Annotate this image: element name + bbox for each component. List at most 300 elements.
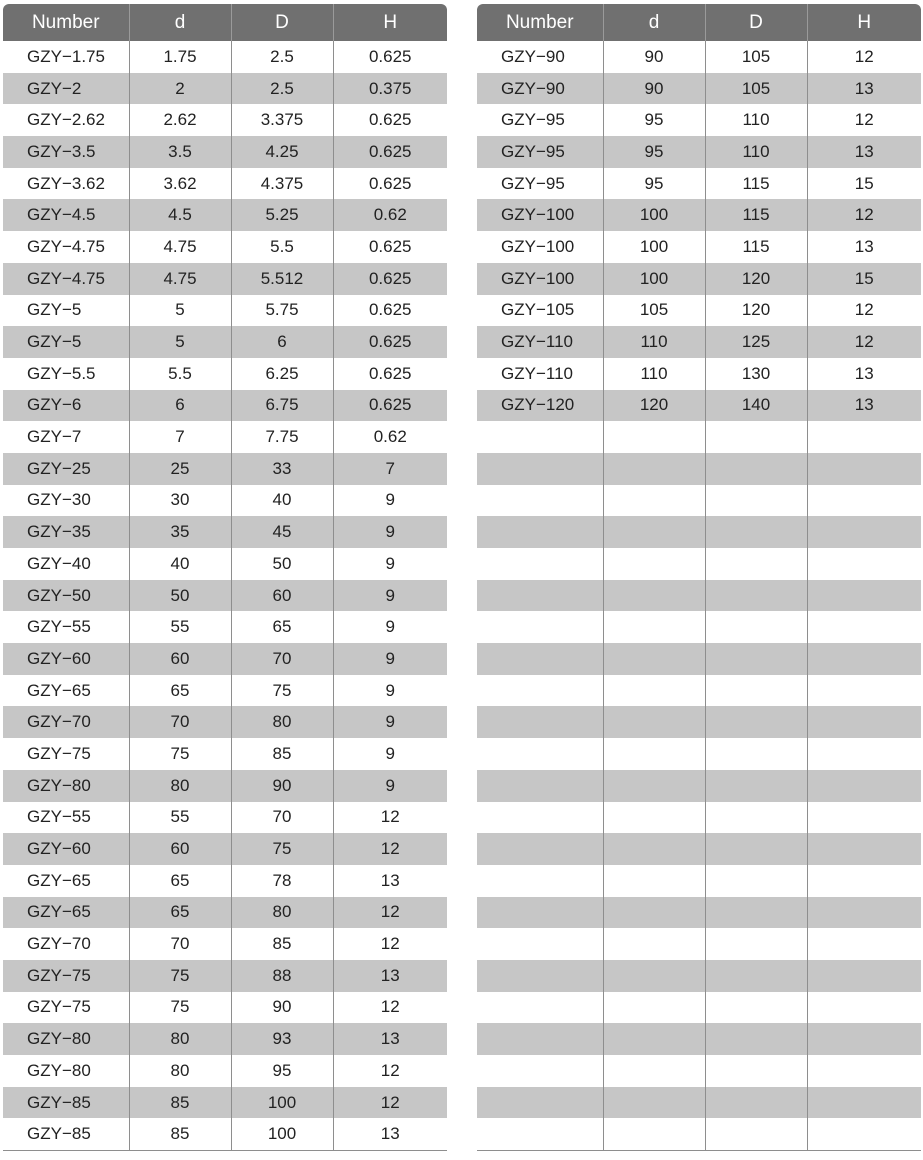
- outer-d-cell: [705, 516, 807, 548]
- outer-d-cell: 7.75: [231, 421, 333, 453]
- d-cell: [603, 738, 705, 770]
- h-cell: [807, 1118, 921, 1150]
- table-row: [477, 611, 921, 643]
- d-cell: 3.5: [129, 136, 231, 168]
- number-cell: GZY−95: [501, 173, 565, 193]
- table-row: [3, 168, 447, 200]
- outer-d-cell: 120: [705, 295, 807, 327]
- h-cell: [807, 675, 921, 707]
- table-row: [3, 485, 447, 517]
- h-cell: [807, 770, 921, 802]
- d-cell: 55: [129, 611, 231, 643]
- d-cell: 75: [129, 992, 231, 1024]
- table-row: [3, 326, 447, 358]
- outer-d-cell: [705, 1023, 807, 1055]
- outer-d-cell: 4.375: [231, 168, 333, 200]
- outer-d-cell: 78: [231, 865, 333, 897]
- h-cell: 12: [333, 928, 447, 960]
- h-cell: 13: [807, 136, 921, 168]
- table-row: [3, 960, 447, 992]
- number-cell: GZY−50: [3, 580, 129, 612]
- d-cell: 30: [129, 485, 231, 517]
- outer-d-cell: 100: [231, 1118, 333, 1150]
- h-cell: 0.62: [333, 421, 447, 453]
- d-cell: 25: [129, 453, 231, 485]
- h-cell: 12: [333, 1087, 447, 1119]
- outer-d-cell: 5.512: [231, 263, 333, 295]
- outer-d-cell: 5.5: [231, 231, 333, 263]
- number-cell: GZY−80: [27, 1060, 91, 1080]
- number-cell: GZY−75: [27, 743, 91, 763]
- table-row: [477, 992, 921, 1024]
- h-cell: [807, 643, 921, 675]
- table-row: [477, 41, 921, 73]
- d-cell: 6: [129, 390, 231, 422]
- table-row: [477, 136, 921, 168]
- number-cell: GZY−4.75: [3, 263, 129, 295]
- number-cell: GZY−3.5: [3, 136, 129, 168]
- d-cell: [603, 548, 705, 580]
- number-cell: GZY−7: [27, 427, 82, 447]
- d-cell: 85: [129, 1118, 231, 1150]
- number-cell: GZY−30: [27, 490, 91, 510]
- h-cell: 13: [807, 358, 921, 390]
- table-row: [3, 295, 447, 327]
- number-cell: GZY−100: [477, 199, 603, 231]
- h-cell: 7: [333, 453, 447, 485]
- outer-d-cell: 65: [231, 611, 333, 643]
- h-cell: 12: [807, 199, 921, 231]
- table-row: [477, 453, 921, 485]
- number-cell: [477, 643, 603, 675]
- table-row: [477, 421, 921, 453]
- h-cell: [807, 1055, 921, 1087]
- table-row: [477, 485, 921, 517]
- table-row: [3, 516, 447, 548]
- table-row: [3, 421, 447, 453]
- outer-d-cell: 130: [705, 358, 807, 390]
- number-cell: [477, 453, 603, 485]
- d-cell: 95: [603, 104, 705, 136]
- outer-d-cell: 88: [231, 960, 333, 992]
- d-cell: [603, 643, 705, 675]
- table-row: [477, 833, 921, 865]
- h-cell: 12: [807, 104, 921, 136]
- h-cell: 0.625: [333, 104, 447, 136]
- outer-d-cell: [705, 485, 807, 517]
- number-cell: GZY−85: [3, 1118, 129, 1150]
- d-cell: 4.5: [129, 199, 231, 231]
- table-row: [3, 643, 447, 675]
- d-cell: [603, 421, 705, 453]
- d-cell: 90: [603, 41, 705, 73]
- outer-d-cell: 6: [231, 326, 333, 358]
- number-cell: [477, 833, 603, 865]
- table-row: [3, 199, 447, 231]
- h-cell: 0.625: [333, 295, 447, 327]
- number-cell: GZY−1.75: [27, 46, 105, 66]
- table-row: [3, 1055, 447, 1087]
- table-row: [3, 1118, 447, 1150]
- d-cell: 70: [129, 706, 231, 738]
- table-body: [477, 41, 921, 1151]
- h-cell: [807, 516, 921, 548]
- outer-d-cell: 45: [231, 516, 333, 548]
- outer-d-cell: [705, 738, 807, 770]
- d-cell: 100: [603, 231, 705, 263]
- number-cell: GZY−105: [501, 300, 575, 320]
- d-cell: 5.5: [129, 358, 231, 390]
- d-cell: 35: [129, 516, 231, 548]
- table-row: [477, 865, 921, 897]
- table-row: [477, 168, 921, 200]
- d-cell: 65: [129, 675, 231, 707]
- table-row: [3, 453, 447, 485]
- outer-d-cell: [705, 960, 807, 992]
- table-row: [3, 992, 447, 1024]
- d-cell: 100: [603, 199, 705, 231]
- spec-table-right: [477, 4, 921, 1151]
- header-outer-d: D: [705, 4, 807, 41]
- d-cell: [603, 675, 705, 707]
- table-row: [477, 1087, 921, 1119]
- h-cell: [807, 1087, 921, 1119]
- table-row: [477, 548, 921, 580]
- outer-d-cell: 105: [705, 73, 807, 105]
- outer-d-cell: 90: [231, 992, 333, 1024]
- table-row: [477, 73, 921, 105]
- d-cell: 4.75: [129, 231, 231, 263]
- table-row: [3, 611, 447, 643]
- d-cell: [603, 865, 705, 897]
- h-cell: 0.625: [333, 41, 447, 73]
- table-row: [3, 263, 447, 295]
- header-number: Number: [477, 4, 603, 41]
- h-cell: 15: [807, 168, 921, 200]
- number-cell: GZY−60: [3, 643, 129, 675]
- outer-d-cell: 115: [705, 199, 807, 231]
- h-cell: [807, 833, 921, 865]
- table-row: [3, 580, 447, 612]
- table-row: [477, 263, 921, 295]
- number-cell: GZY−65: [27, 870, 91, 890]
- outer-d-cell: 100: [231, 1087, 333, 1119]
- number-cell: GZY−120: [477, 390, 603, 422]
- outer-d-cell: 40: [231, 485, 333, 517]
- number-cell: [477, 928, 603, 960]
- outer-d-cell: [705, 453, 807, 485]
- h-cell: 0.625: [333, 136, 447, 168]
- outer-d-cell: 115: [705, 168, 807, 200]
- table-row: [477, 580, 921, 612]
- d-cell: [603, 580, 705, 612]
- table-row: [3, 41, 447, 73]
- h-cell: [807, 1023, 921, 1055]
- outer-d-cell: 4.25: [231, 136, 333, 168]
- outer-d-cell: [705, 421, 807, 453]
- h-cell: 9: [333, 675, 447, 707]
- d-cell: 95: [603, 136, 705, 168]
- h-cell: [807, 865, 921, 897]
- table-row: [477, 960, 921, 992]
- number-cell: [477, 1087, 603, 1119]
- d-cell: 60: [129, 643, 231, 675]
- h-cell: 12: [807, 295, 921, 327]
- d-cell: 110: [603, 358, 705, 390]
- table-row: [3, 897, 447, 929]
- h-cell: 0.62: [333, 199, 447, 231]
- d-cell: [603, 992, 705, 1024]
- table-row: [3, 802, 447, 834]
- d-cell: 105: [603, 295, 705, 327]
- number-cell: [477, 897, 603, 929]
- outer-d-cell: [705, 992, 807, 1024]
- outer-d-cell: 125: [705, 326, 807, 358]
- outer-d-cell: 93: [231, 1023, 333, 1055]
- d-cell: [603, 1023, 705, 1055]
- d-cell: 70: [129, 928, 231, 960]
- number-cell: [477, 738, 603, 770]
- d-cell: 3.62: [129, 168, 231, 200]
- d-cell: 120: [603, 390, 705, 422]
- table-row: [477, 1023, 921, 1055]
- number-cell: [477, 706, 603, 738]
- d-cell: [603, 706, 705, 738]
- outer-d-cell: 75: [231, 833, 333, 865]
- outer-d-cell: 95: [231, 1055, 333, 1087]
- d-cell: 50: [129, 580, 231, 612]
- header-row: [3, 4, 447, 41]
- table-row: [3, 1087, 447, 1119]
- table-body: [3, 41, 447, 1151]
- outer-d-cell: 80: [231, 897, 333, 929]
- h-cell: 13: [333, 960, 447, 992]
- h-cell: 0.625: [333, 168, 447, 200]
- h-cell: [807, 548, 921, 580]
- outer-d-cell: 60: [231, 580, 333, 612]
- d-cell: [603, 897, 705, 929]
- outer-d-cell: [705, 897, 807, 929]
- d-cell: 80: [129, 1023, 231, 1055]
- number-cell: GZY−40: [27, 553, 91, 573]
- table-row: [477, 295, 921, 327]
- table-row: [477, 706, 921, 738]
- h-cell: 0.625: [333, 231, 447, 263]
- number-cell: GZY−100: [477, 263, 603, 295]
- outer-d-cell: 140: [705, 390, 807, 422]
- number-cell: GZY−2: [3, 73, 129, 105]
- d-cell: [603, 516, 705, 548]
- number-cell: GZY−85: [3, 1087, 129, 1119]
- outer-d-cell: [705, 611, 807, 643]
- h-cell: 13: [807, 231, 921, 263]
- number-cell: GZY−60: [3, 833, 129, 865]
- outer-d-cell: [705, 643, 807, 675]
- d-cell: 90: [603, 73, 705, 105]
- number-cell: GZY−5.5: [27, 363, 96, 383]
- d-cell: 75: [129, 960, 231, 992]
- number-cell: GZY−80: [3, 1023, 129, 1055]
- number-cell: GZY−35: [3, 516, 129, 548]
- h-cell: 13: [807, 390, 921, 422]
- table-row: [3, 73, 447, 105]
- header-row: [477, 4, 921, 41]
- number-cell: [477, 516, 603, 548]
- table-row: [3, 548, 447, 580]
- h-cell: 0.625: [333, 326, 447, 358]
- table-header: [477, 4, 921, 41]
- table-row: [477, 643, 921, 675]
- h-cell: 0.625: [333, 263, 447, 295]
- number-cell: GZY−80: [3, 770, 129, 802]
- outer-d-cell: 6.25: [231, 358, 333, 390]
- outer-d-cell: [705, 1087, 807, 1119]
- outer-d-cell: [705, 833, 807, 865]
- h-cell: 9: [333, 580, 447, 612]
- table-row: [477, 897, 921, 929]
- d-cell: 1.75: [129, 41, 231, 73]
- header-d: d: [129, 4, 231, 41]
- outer-d-cell: [705, 770, 807, 802]
- number-cell: GZY−70: [27, 934, 91, 954]
- number-cell: GZY−25: [3, 453, 129, 485]
- table-row: [3, 390, 447, 422]
- number-cell: GZY−95: [501, 110, 565, 130]
- number-cell: GZY−4.75: [27, 236, 105, 256]
- outer-d-cell: [705, 580, 807, 612]
- table-row: [477, 326, 921, 358]
- number-cell: GZY−110: [501, 363, 573, 383]
- table-row: [477, 358, 921, 390]
- d-cell: [603, 1118, 705, 1150]
- number-cell: GZY−3.62: [27, 173, 105, 193]
- d-cell: 75: [129, 738, 231, 770]
- outer-d-cell: [705, 1055, 807, 1087]
- header-h: H: [807, 4, 921, 41]
- table-row: [3, 706, 447, 738]
- d-cell: [603, 1087, 705, 1119]
- number-cell: GZY−55: [27, 617, 91, 637]
- number-cell: GZY−4.5: [3, 199, 129, 231]
- table-row: [477, 516, 921, 548]
- h-cell: [807, 928, 921, 960]
- table-row: [3, 231, 447, 263]
- table-row: [477, 675, 921, 707]
- d-cell: 85: [129, 1087, 231, 1119]
- h-cell: [807, 611, 921, 643]
- h-cell: 12: [333, 992, 447, 1024]
- outer-d-cell: 33: [231, 453, 333, 485]
- outer-d-cell: 5.25: [231, 199, 333, 231]
- outer-d-cell: [705, 1118, 807, 1150]
- d-cell: 4.75: [129, 263, 231, 295]
- d-cell: 80: [129, 770, 231, 802]
- table-row: [477, 1055, 921, 1087]
- table-row: [477, 1118, 921, 1150]
- outer-d-cell: 75: [231, 675, 333, 707]
- number-cell: GZY−100: [501, 236, 575, 256]
- d-cell: [603, 833, 705, 865]
- d-cell: [603, 802, 705, 834]
- outer-d-cell: [705, 706, 807, 738]
- d-cell: 100: [603, 263, 705, 295]
- number-cell: GZY−75: [3, 960, 129, 992]
- outer-d-cell: 105: [705, 41, 807, 73]
- h-cell: 13: [333, 865, 447, 897]
- table-row: [477, 928, 921, 960]
- h-cell: 9: [333, 770, 447, 802]
- number-cell: GZY−90: [501, 46, 565, 66]
- number-cell: GZY−70: [3, 706, 129, 738]
- outer-d-cell: 2.5: [231, 41, 333, 73]
- d-cell: 80: [129, 1055, 231, 1087]
- outer-d-cell: 110: [705, 136, 807, 168]
- number-cell: GZY−65: [3, 897, 129, 929]
- outer-d-cell: 85: [231, 738, 333, 770]
- outer-d-cell: 70: [231, 802, 333, 834]
- outer-d-cell: 115: [705, 231, 807, 263]
- number-cell: GZY−110: [477, 326, 603, 358]
- h-cell: 13: [333, 1023, 447, 1055]
- outer-d-cell: 110: [705, 104, 807, 136]
- number-cell: GZY−6: [3, 390, 129, 422]
- header-d: d: [603, 4, 705, 41]
- table-row: [3, 770, 447, 802]
- h-cell: [807, 485, 921, 517]
- table-row: [3, 136, 447, 168]
- number-cell: [477, 1023, 603, 1055]
- h-cell: [807, 992, 921, 1024]
- table-row: [477, 231, 921, 263]
- outer-d-cell: 120: [705, 263, 807, 295]
- outer-d-cell: 90: [231, 770, 333, 802]
- d-cell: [603, 1055, 705, 1087]
- outer-d-cell: [705, 802, 807, 834]
- outer-d-cell: 5.75: [231, 295, 333, 327]
- h-cell: 12: [333, 897, 447, 929]
- table-row: [477, 199, 921, 231]
- h-cell: 15: [807, 263, 921, 295]
- table-row: [3, 1023, 447, 1055]
- h-cell: 0.625: [333, 390, 447, 422]
- table-row: [477, 770, 921, 802]
- number-cell: [477, 992, 603, 1024]
- spec-table-left: [3, 4, 447, 1151]
- d-cell: 95: [603, 168, 705, 200]
- h-cell: 9: [333, 643, 447, 675]
- h-cell: [807, 960, 921, 992]
- d-cell: 110: [603, 326, 705, 358]
- number-cell: GZY−2.62: [27, 110, 105, 130]
- h-cell: [807, 738, 921, 770]
- h-cell: [807, 706, 921, 738]
- table-row: [3, 104, 447, 136]
- number-cell: GZY−75: [27, 997, 91, 1017]
- d-cell: [603, 928, 705, 960]
- table-row: [3, 358, 447, 390]
- number-cell: [477, 580, 603, 612]
- d-cell: 2: [129, 73, 231, 105]
- number-cell: [477, 485, 603, 517]
- h-cell: 12: [807, 326, 921, 358]
- number-cell: [477, 1055, 603, 1087]
- h-cell: 9: [333, 516, 447, 548]
- number-cell: GZY−90: [477, 73, 603, 105]
- h-cell: 9: [333, 706, 447, 738]
- h-cell: 13: [333, 1118, 447, 1150]
- h-cell: 13: [807, 73, 921, 105]
- table-row: [477, 104, 921, 136]
